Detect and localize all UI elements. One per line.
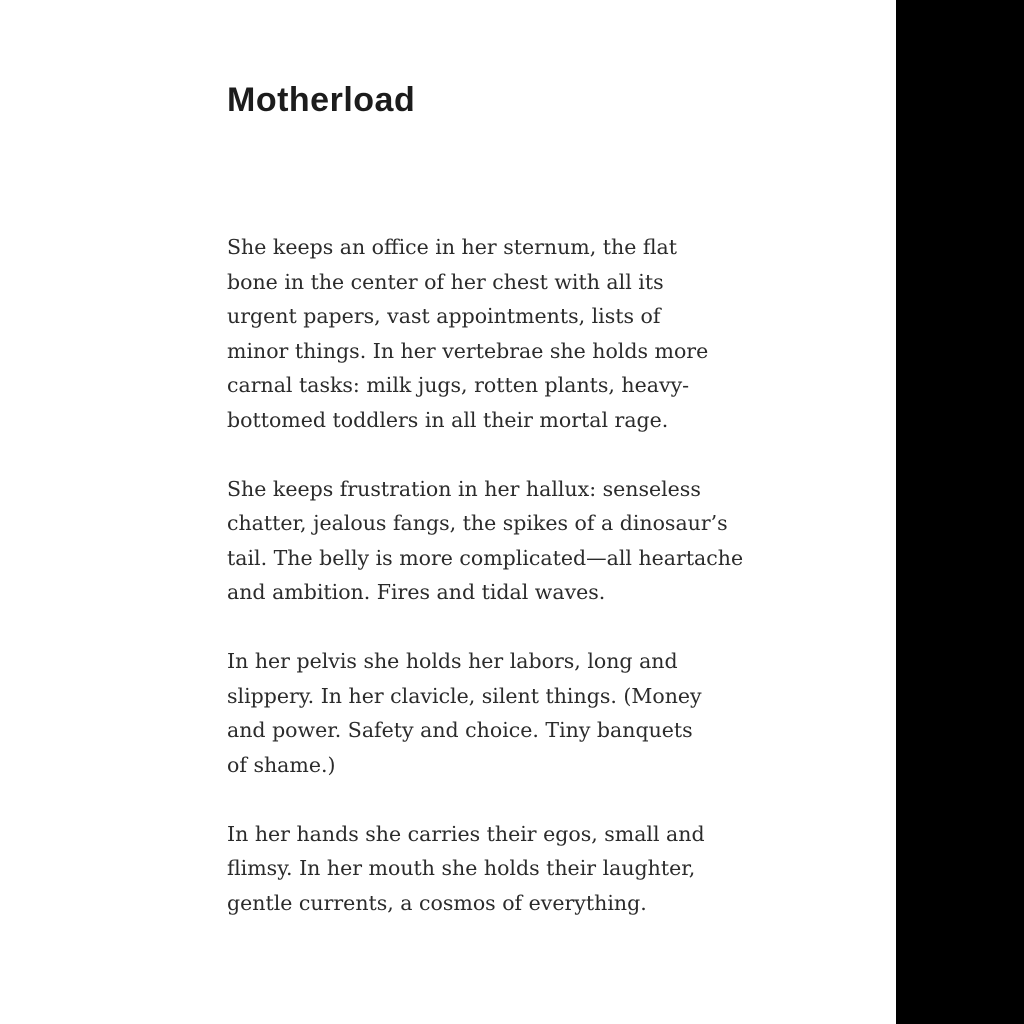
poem-line: and power. Safety and choice. Tiny banquets [227,718,693,742]
poem-stanza [227,230,827,437]
poem-line: bottomed toddlers in all their mortal rage. [227,407,669,432]
poem-line: She keeps frustration in her hallux: senseless [227,476,701,501]
poem-line: She keeps an office in her sternum, the flat [227,235,677,259]
poem-line: In her hands she carries their egos, small and [227,821,705,846]
poem-line: bone in the center of her chest with all its [227,269,664,294]
poem-stanza [227,817,827,921]
poem-line: gentle currents, a cosmos of everything. [227,890,647,915]
poem-stanza [227,472,827,610]
poem-line: In her pelvis she holds her labors, long and [227,649,678,673]
page-title: Motherload [227,81,416,119]
poem-line: tail. The belly is more complicated—all heartache [227,545,744,570]
poem-content [227,80,827,920]
poem-line: minor things. In her vertebrae she holds more [227,338,709,363]
poem-line: carnal tasks: milk jugs, rotten plants, heavy- [227,373,690,397]
poem-line: slippery. In her clavicle, silent things. (Money [227,683,702,708]
poem-line: flimsy. In her mouth she holds their laughter, [227,856,696,880]
poem-line: chatter, jealous fangs, the spikes of a dinosaur’s [227,511,728,535]
poem-line: and ambition. Fires and tidal waves. [227,580,606,604]
poem-line: urgent papers, vast appointments, lists of [227,304,661,328]
right-edge-dark-bar [896,0,1024,1024]
poem-stanza [227,644,827,782]
poem-line: of shame.) [227,752,336,777]
